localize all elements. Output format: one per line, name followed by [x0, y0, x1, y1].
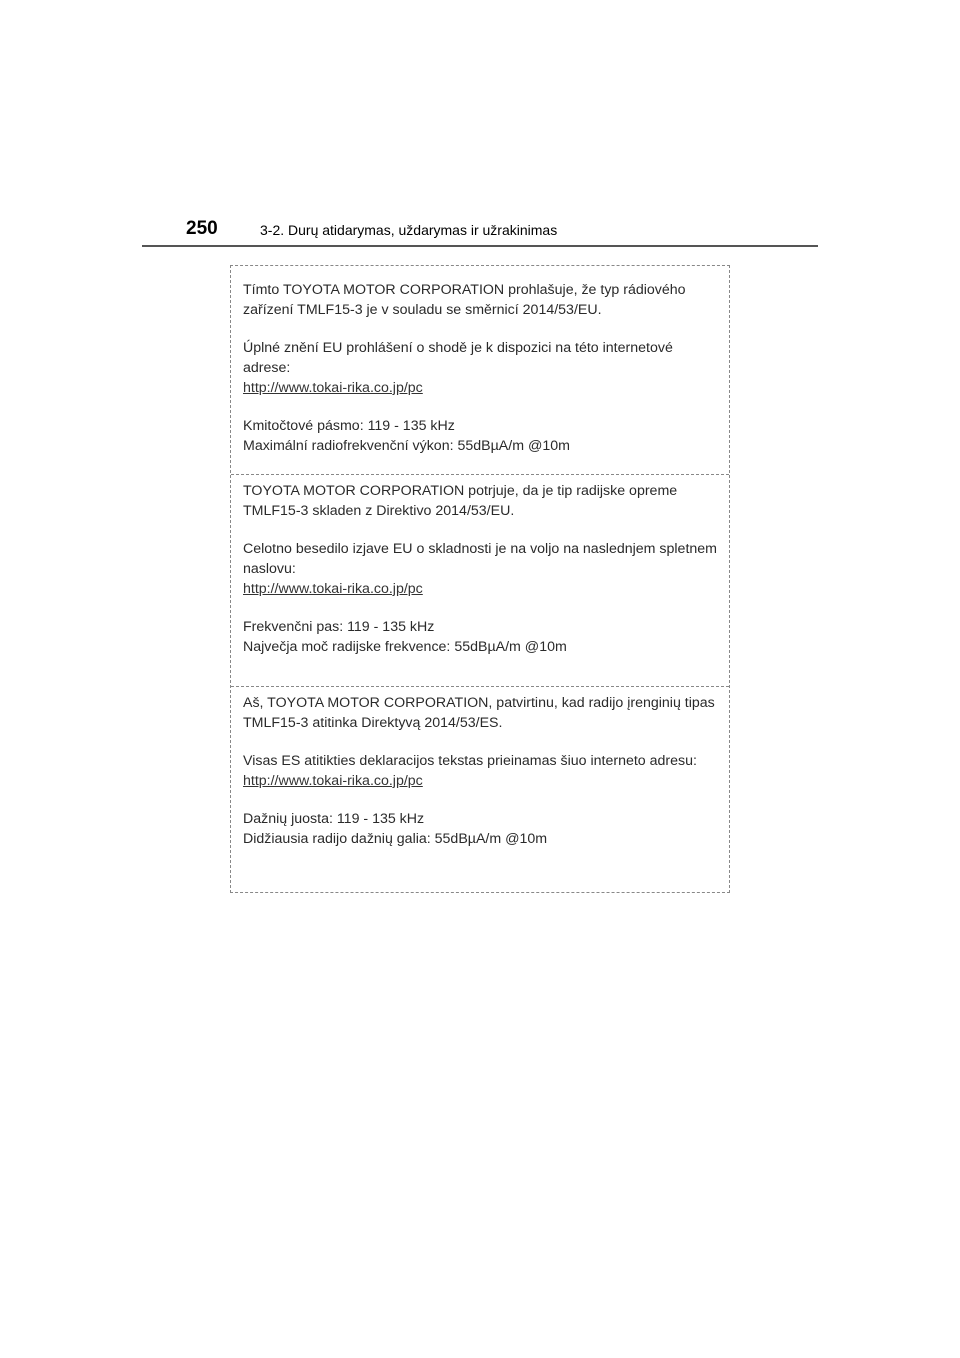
declaration-text: Visas ES atitikties deklaracijos tekstas prieinamas šiuo interneto adresu:	[243, 753, 697, 769]
header-rule	[142, 245, 818, 247]
max-power: Didžiausia radijo dažnių galia: 55dBµA/m @10m	[243, 831, 548, 847]
max-power: Maximální radiofrekvenční výkon: 55dBµA/m @10m	[243, 438, 570, 454]
section-title: 3-2. Durų atidarymas, uždarymas ir užrakinimas	[260, 222, 558, 238]
declaration-intro: TOYOTA MOTOR CORPORATION potrjuje, da je tip radijske opreme TMLF15-3 skladen z Direktivo 2014/53/EU.	[243, 483, 678, 519]
declaration-url-link[interactable]: http://www.tokai-rika.co.jp/pc	[243, 773, 423, 789]
declarations-box	[230, 265, 730, 893]
declaration-url-link[interactable]: http://www.tokai-rika.co.jp/pc	[243, 581, 423, 597]
page-header	[142, 218, 818, 248]
declaration-intro: Tímto TOYOTA MOTOR CORPORATION prohlašuje, že typ rádiového zařízení TMLF15-3 je v souladu se směrnicí 2014/53/EU.	[243, 282, 686, 318]
declaration-slovenian	[231, 474, 729, 684]
declaration-czech	[231, 280, 729, 473]
page-number: 250	[186, 218, 218, 239]
declaration-text: Úplné znění EU prohlášení o shodě je k dispozici na této internetové adrese:	[243, 340, 673, 376]
frequency-band: Kmitočtové pásmo: 119 - 135 kHz	[243, 418, 455, 434]
max-power: Največja moč radijske frekvence: 55dBµA/m @10m	[243, 639, 567, 655]
declaration-url-link[interactable]: http://www.tokai-rika.co.jp/pc	[243, 380, 423, 396]
frequency-band: Dažnių juosta: 119 - 135 kHz	[243, 811, 425, 827]
declaration-lithuanian	[231, 686, 729, 891]
declaration-intro: Aš, TOYOTA MOTOR CORPORATION, patvirtinu, kad radijo įrenginių tipas TMLF15-3 atitinka Direktyvą 2014/53/ES.	[243, 695, 715, 731]
declaration-text: Celotno besedilo izjave EU o skladnosti je na voljo na naslednjem spletnem naslovu:	[243, 541, 717, 577]
frequency-band: Frekvenčni pas: 119 - 135 kHz	[243, 619, 435, 635]
